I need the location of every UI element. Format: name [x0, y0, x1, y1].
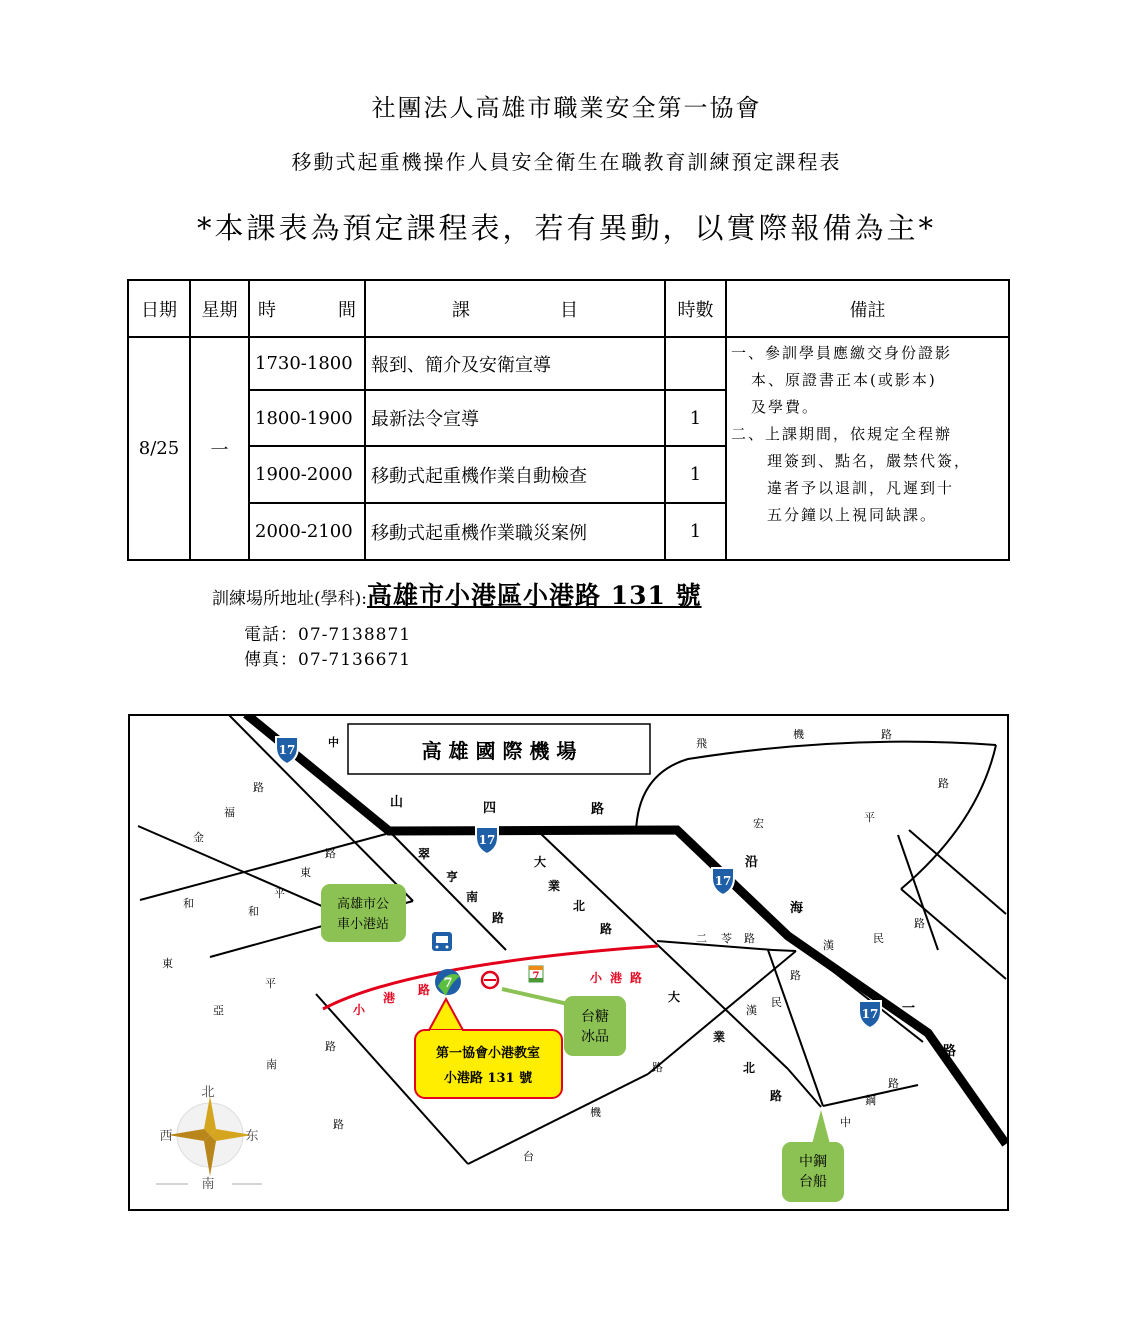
svg-text:中: 中	[328, 736, 339, 749]
svg-text:路: 路	[881, 728, 892, 741]
cell-subject: 移動式起重機作業職災案例	[365, 503, 665, 560]
header-date: 日期	[128, 280, 190, 337]
remark-2-line-1: 二、上課期間，依規定全程辦	[731, 425, 953, 443]
svg-text:機: 機	[590, 1106, 601, 1119]
svg-text:7: 7	[443, 976, 453, 991]
svg-text:民: 民	[873, 932, 884, 945]
remark-2	[731, 421, 1004, 529]
svg-text:中鋼: 中鋼	[799, 1154, 827, 1170]
header-time-a: 時	[258, 299, 276, 321]
svg-text:機: 機	[793, 728, 804, 741]
bus-icon	[432, 932, 452, 951]
svg-text:鋼: 鋼	[865, 1094, 876, 1107]
svg-text:大: 大	[668, 990, 681, 1004]
svg-text:路: 路	[600, 922, 613, 936]
svg-text:大: 大	[534, 855, 547, 869]
org-title: 社團法人高雄市職業安全第一協會	[371, 94, 762, 122]
svg-text:路: 路	[744, 932, 755, 945]
schedule-notice: *本課表為預定課程表，若有異動，以實際報備為主*	[196, 211, 936, 245]
svg-text:亨: 亨	[446, 870, 459, 884]
address-label: 訓練場所地址(學科):	[212, 589, 367, 609]
cell-time: 1800-1900	[249, 390, 365, 446]
seven-eleven-icon	[529, 966, 543, 982]
svg-text:二: 二	[696, 932, 707, 945]
cell-time: 2000-2100	[249, 503, 365, 560]
cell-hours: 1	[665, 390, 726, 446]
cell-time: 1900-2000	[249, 446, 365, 503]
svg-text:亞: 亞	[213, 1004, 224, 1017]
svg-text:17: 17	[861, 1007, 879, 1021]
svg-text:飛: 飛	[696, 737, 707, 750]
fax-number: 傳真：07-7136671	[244, 650, 412, 670]
cell-subject: 報到、簡介及安衛宣導	[365, 337, 665, 390]
svg-text:路: 路	[652, 1061, 663, 1074]
svg-text:冰品: 冰品	[581, 1029, 609, 1045]
schedule-table	[127, 279, 1010, 561]
remark-2-line-4: 五分鐘以上視同缺課。	[767, 506, 938, 524]
header-subject	[365, 280, 665, 337]
header-remarks: 備註	[726, 280, 1009, 337]
remark-1-line-3: 及學費。	[751, 398, 820, 416]
svg-text:宏: 宏	[753, 817, 764, 830]
svg-text:福: 福	[224, 806, 235, 819]
svg-text:和: 和	[183, 897, 194, 910]
svg-text:中: 中	[840, 1116, 851, 1129]
svg-text:路: 路	[790, 969, 801, 982]
training-address	[212, 576, 702, 612]
svg-text:台: 台	[523, 1150, 534, 1163]
cell-time: 1730-1800	[249, 337, 365, 390]
svg-text:7: 7	[532, 971, 540, 982]
svg-text:北: 北	[743, 1061, 756, 1075]
remark-1-line-1: 一、參訓學員應繳交身份證影	[731, 344, 953, 362]
svg-text:路: 路	[492, 911, 505, 925]
svg-text:南: 南	[466, 890, 479, 904]
location-map	[128, 714, 1009, 1211]
header-subject-a: 課	[452, 299, 470, 321]
svg-text:小: 小	[353, 1003, 366, 1017]
svg-text:海: 海	[790, 901, 804, 916]
bus-stop-callout	[321, 884, 406, 942]
svg-text:平: 平	[864, 811, 875, 824]
cell-hours	[665, 337, 726, 390]
remark-2-line-3: 違者予以退訓，凡遲到十	[767, 479, 955, 497]
svg-text:路: 路	[325, 1040, 336, 1053]
svg-text:第一協會小港教室: 第一協會小港教室	[435, 1046, 541, 1061]
header-time-b: 間	[338, 299, 356, 321]
svg-text:路: 路	[914, 917, 925, 930]
header-hours: 時數	[665, 280, 726, 337]
course-title: 移動式起重機操作人員安全衛生在職教育訓練預定課程表	[291, 150, 842, 174]
svg-text:路: 路	[630, 971, 643, 985]
table-header-row	[128, 280, 1009, 337]
svg-text:东: 东	[245, 1129, 259, 1144]
remark-1	[731, 340, 1004, 421]
svg-text:台船: 台船	[799, 1174, 827, 1190]
taisugar-icon	[482, 972, 498, 988]
svg-text:東: 東	[300, 866, 311, 879]
svg-text:東: 東	[162, 957, 173, 970]
cell-subject: 最新法令宣導	[365, 390, 665, 446]
svg-text:路: 路	[253, 781, 264, 794]
svg-text:平: 平	[274, 887, 285, 900]
cell-date: 8/25	[128, 337, 190, 560]
svg-text:山: 山	[390, 795, 404, 810]
svg-text:業: 業	[713, 1030, 726, 1044]
svg-text:路: 路	[325, 847, 336, 860]
svg-text:高雄市公: 高雄市公	[336, 897, 390, 912]
svg-text:小港路 131 號: 小港路 131 號	[443, 1071, 533, 1086]
svg-text:業: 業	[548, 879, 561, 893]
remark-2-line-2: 理簽到、點名，嚴禁代簽，	[767, 452, 972, 470]
svg-text:路: 路	[333, 1118, 344, 1131]
cell-remarks	[726, 337, 1009, 560]
svg-text:路: 路	[770, 1089, 783, 1103]
svg-text:南: 南	[201, 1177, 215, 1192]
svg-text:港: 港	[610, 971, 623, 985]
svg-text:四: 四	[483, 801, 497, 816]
svg-text:北: 北	[201, 1085, 215, 1100]
header-time	[249, 280, 365, 337]
svg-text:和: 和	[248, 905, 259, 918]
svg-text:車小港站: 車小港站	[336, 917, 390, 932]
svg-text:漢: 漢	[746, 1004, 757, 1017]
svg-text:17: 17	[714, 874, 732, 888]
svg-text:路: 路	[888, 1077, 899, 1090]
svg-text:民: 民	[771, 996, 782, 1009]
svg-text:一: 一	[902, 1001, 916, 1016]
header-weekday: 星期	[190, 280, 249, 337]
address-value: 高雄市小港區小港路 131 號	[367, 581, 702, 610]
svg-text:漢: 漢	[823, 939, 834, 952]
svg-text:南: 南	[266, 1058, 277, 1071]
svg-text:西: 西	[159, 1129, 173, 1144]
svg-text:小: 小	[590, 971, 603, 985]
svg-text:路: 路	[943, 1044, 957, 1059]
table-row	[128, 337, 1009, 390]
svg-text:翠: 翠	[418, 847, 431, 861]
airport-label: 高 雄 國 際 機 場	[421, 739, 577, 763]
cell-hours: 1	[665, 446, 726, 503]
header-subject-b: 目	[560, 299, 578, 321]
svg-text:平: 平	[265, 977, 276, 990]
phone-number: 電話：07-7138871	[244, 625, 412, 645]
svg-text:沿: 沿	[745, 855, 759, 870]
svg-text:路: 路	[591, 802, 605, 817]
svg-text:17: 17	[478, 833, 496, 847]
cell-hours: 1	[665, 503, 726, 560]
svg-text:17: 17	[278, 743, 296, 757]
cell-weekday: 一	[190, 337, 249, 560]
svg-text:苓: 苓	[721, 932, 732, 945]
svg-text:金: 金	[193, 831, 204, 844]
remark-1-line-2: 本、原證書正本(或影本)	[751, 371, 937, 389]
svg-text:路: 路	[938, 777, 949, 790]
cell-subject: 移動式起重機作業自動檢查	[365, 446, 665, 503]
svg-text:台糖: 台糖	[581, 1009, 609, 1025]
svg-text:北: 北	[573, 899, 586, 913]
svg-text:路: 路	[418, 983, 431, 997]
svg-text:港: 港	[383, 991, 396, 1005]
